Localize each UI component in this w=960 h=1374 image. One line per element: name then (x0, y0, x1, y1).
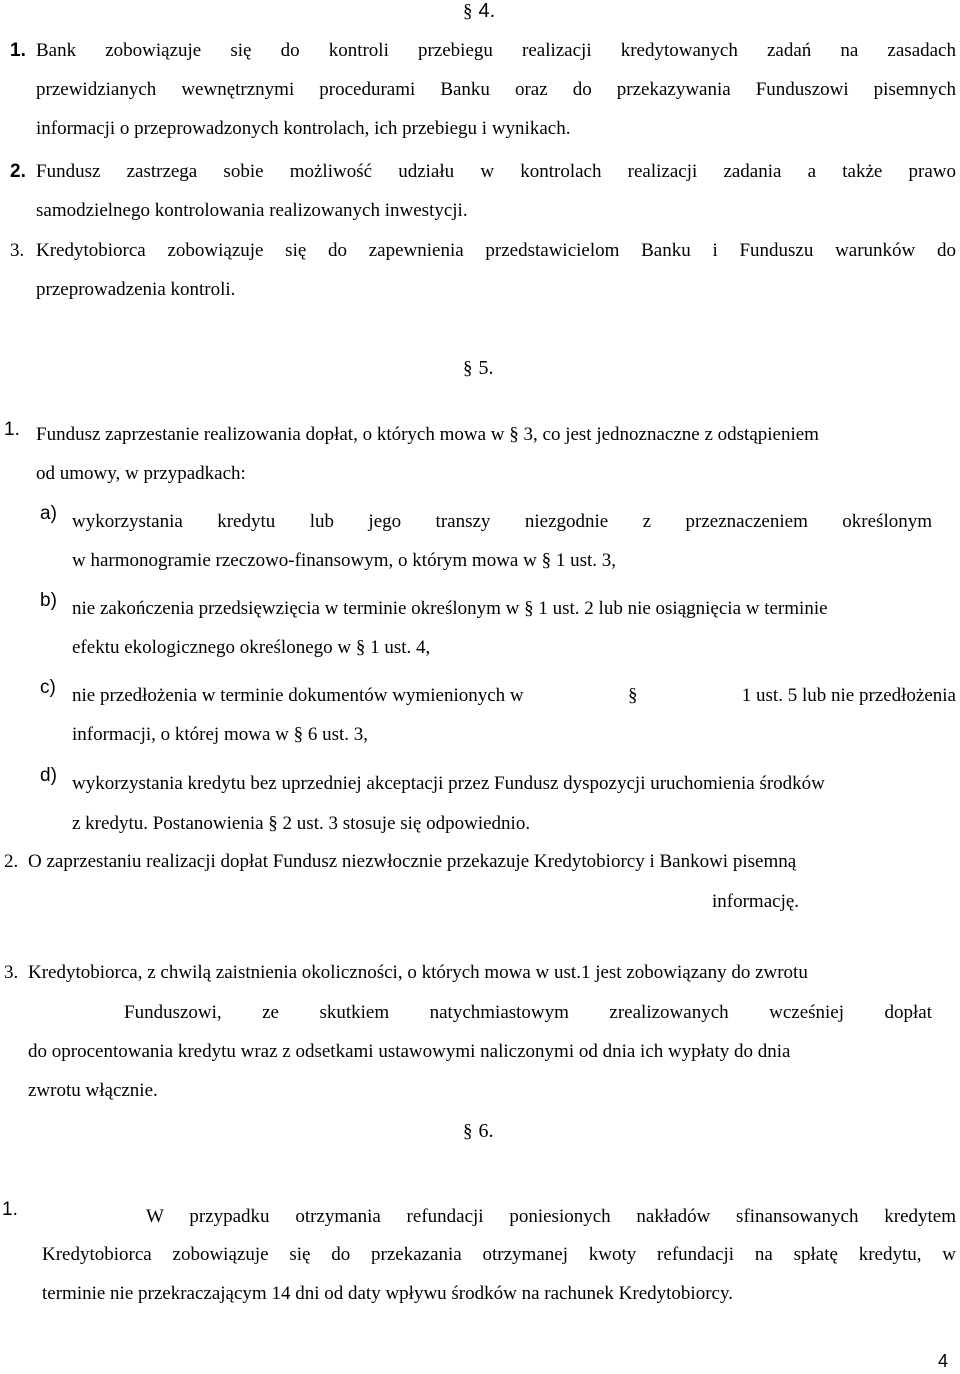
s5-item-a-line2: w harmonogramie rzeczowo-finansowym, o którym mowa w § 1 ust. 3, (72, 550, 617, 571)
s5-p2-line1: O zaprzestaniu realizacji dopłat Fundusz niezwłocznie przekazuje Kredytobiorcy i Bankowi pisemną (28, 851, 797, 872)
s5-p3-line2: Funduszowi, ze skutkiem natychmiastowym zrealizowanych wcześniej dopłat (124, 1002, 932, 1023)
s4-p3-line1: Kredytobiorca zobowiązuje się do zapewnienia przedstawicielom Banku i Funduszu warunków do (36, 240, 956, 261)
s5-item-d-line1: wykorzystania kredytu bez uprzedniej akceptacji przez Fundusz dyspozycji uruchomienia środków (72, 773, 825, 794)
s5-item-d-line2: z kredytu. Postanowienia § 2 ust. 3 stosuje się odpowiednio. (72, 813, 531, 834)
s6-p1-number: 1. (2, 1199, 18, 1220)
s5-p2-line2: informację. (712, 891, 800, 912)
s5-p3-line1: Kredytobiorca, z chwilą zaistnienia okoliczności, o których mowa w ust.1 jest zobowiązany do zwrotu (28, 962, 808, 983)
s5-p3-line3: do oprocentowania kredytu wraz z odsetkami ustawowymi naliczonymi od dnia ich wypłaty do dnia (28, 1041, 791, 1062)
section-sign: § (627, 685, 638, 706)
s5-p1-number: 1. (4, 419, 20, 440)
section-5-heading: § 5. (463, 357, 494, 379)
s5-item-b-line1: nie zakończenia przedsięwzięcia w terminie określonym w § 1 ust. 2 lub nie osiągnięcia w terminie (72, 598, 828, 619)
s5-item-a-letter: a) (40, 503, 57, 524)
section-sign: § (509, 424, 519, 445)
s4-p2-number: 2. (10, 161, 26, 182)
s4-p1-number: 1. (10, 40, 26, 61)
s5-item-c-line2: informacji, o której mowa w § 6 ust. 3, (72, 724, 369, 745)
section-sign: § (463, 1, 473, 22)
s6-p1-line1: W przypadku otrzymania refundacji poniesionych nakładów sfinansowanych kredytem (146, 1206, 956, 1227)
s6-p1-line2: Kredytobiorca zobowiązuje się do przekazania otrzymanej kwoty refundacji na spłatę kredytu, w (42, 1244, 956, 1265)
s4-p2-line2: samodzielnego kontrolowania realizowanych inwestycji. (36, 200, 468, 221)
s5-item-d-letter: d) (40, 765, 57, 786)
s5-item-a-line1: wykorzystania kredytu lub jego transzy niezgodnie z przeznaczeniem określonym (72, 511, 932, 532)
section-sign: § (463, 1121, 473, 1142)
s5-p2-number: 2. (4, 851, 19, 872)
section-sign: § (463, 358, 473, 379)
s5-p1-line1: Fundusz zaprzestanie realizowania dopłat, o których mowa w § 3, co jest jednoznaczne z odstąpieniem (36, 424, 819, 445)
s5-item-c-letter: c) (40, 677, 56, 698)
section-sign: § (355, 637, 366, 658)
s4-p3-line2: przeprowadzenia kontroli. (36, 279, 236, 300)
section-sign: § (524, 598, 534, 619)
s4-p1-line2: przewidzianych wewnętrznymi procedurami Banku oraz do przekazywania Funduszowi pisemnych (36, 79, 956, 100)
section-4-heading: § 4. (463, 0, 496, 22)
section-sign: § (541, 550, 552, 571)
s5-item-c-line1: nie przedłożenia w terminie dokumentów wymienionych w § 1 ust. 5 lub nie przedłożenia (72, 685, 956, 706)
s5-item-b-line2: efektu ekologicznego określonego w § 1 ust. 4, (72, 637, 431, 658)
s4-p2-line1: Fundusz zastrzega sobie możliwość udziału w kontrolach realizacji zadania a także prawo (36, 161, 956, 182)
s5-p3-line4: zwrotu włącznie. (28, 1080, 158, 1101)
s5-item-b-letter: b) (40, 590, 57, 611)
s4-p1-line3: informacji o przeprowadzonych kontrolach, ich przebiegu i wynikach. (36, 118, 571, 139)
s4-p1-line1: Bank zobowiązuje się do kontroli przebiegu realizacji kredytowanych zadań na zasadach (36, 40, 956, 61)
page-number: 4 (938, 1351, 949, 1371)
section-sign: § (293, 724, 304, 745)
s4-p3-number: 3. (10, 240, 25, 261)
s6-p1-line3: terminie nie przekraczającym 14 dni od daty wpływu środków na rachunek Kredytobiorcy. (42, 1283, 733, 1304)
s5-p3-number: 3. (4, 962, 19, 983)
section-6-heading: § 6. (463, 1120, 494, 1142)
section-sign: § (268, 813, 278, 834)
s5-p1-line2: od umowy, w przypadkach: (36, 463, 246, 484)
